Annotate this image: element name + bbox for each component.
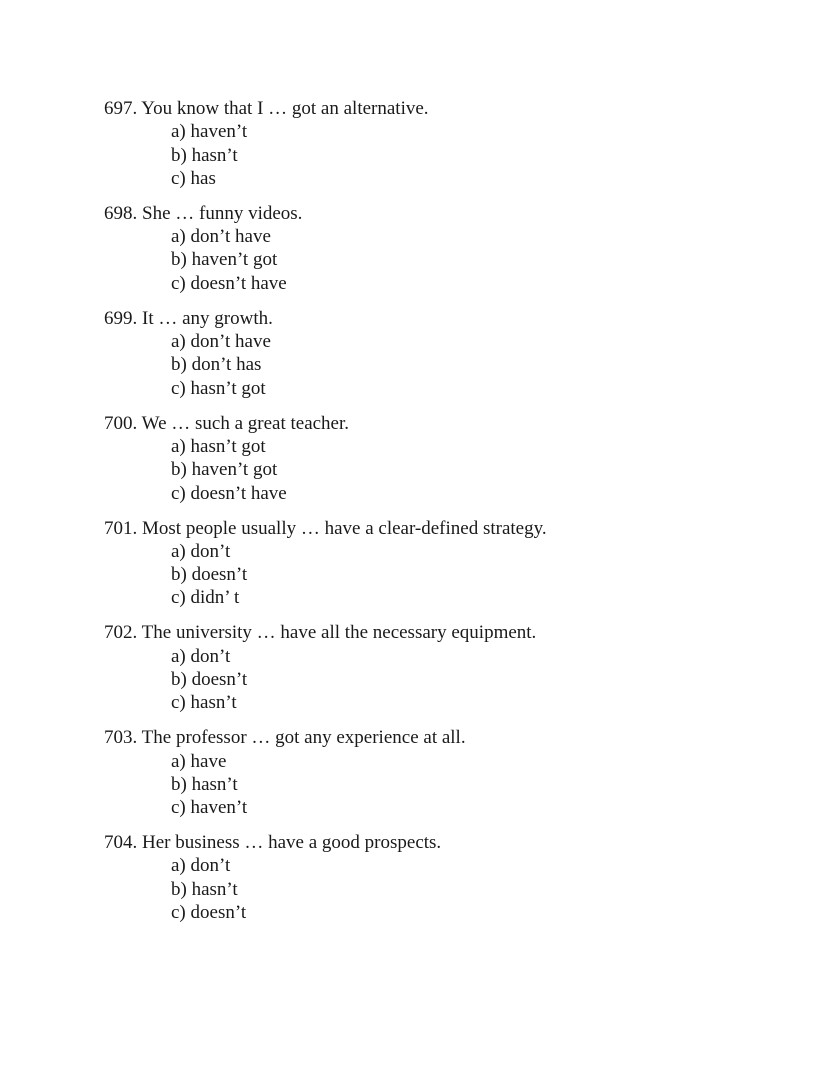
answer-option-a: a) don’t (171, 645, 231, 667)
question-698 (104, 202, 804, 295)
answer-option-b: b) haven’t got (171, 459, 278, 481)
answer-option-b: b) haven’t got (171, 249, 278, 271)
answer-option-b: b) don’t has (171, 354, 262, 376)
question-stem: 699. It … any growth. (104, 307, 273, 329)
answer-option-c: c) hasn’t (171, 692, 237, 714)
answer-option-c: c) haven’t (171, 797, 248, 819)
answer-option-b: b) hasn’t (171, 878, 238, 900)
question-stem: 703. The professor … got any experience at all. (104, 727, 466, 749)
answer-option-c: c) hasn’t got (171, 377, 266, 399)
answer-option-b: b) doesn’t (171, 564, 248, 586)
answer-option-a: a) don’t (171, 540, 231, 562)
question-stem: 702. The university … have all the necessary equipment. (104, 622, 537, 644)
answer-option-a: a) don’t (171, 855, 231, 877)
answer-option-c: c) doesn’t (171, 902, 247, 924)
answer-option-c: c) didn’ t (171, 587, 240, 609)
answer-option-c: c) has (171, 167, 216, 189)
question-700 (104, 412, 804, 505)
answer-option-c: c) doesn’t have (171, 482, 287, 504)
question-699 (104, 307, 804, 400)
answer-option-b: b) doesn’t (171, 668, 248, 690)
question-stem: 701. Most people usually … have a clear-defined strategy. (104, 517, 547, 539)
answer-option-a: a) have (171, 750, 227, 772)
question-702 (104, 621, 804, 714)
answer-option-a: a) haven’t (171, 121, 248, 143)
question-704 (104, 831, 804, 924)
answer-option-b: b) hasn’t (171, 773, 238, 795)
question-list (104, 97, 804, 936)
question-stem: 698. She … funny videos. (104, 202, 303, 224)
question-697 (104, 97, 804, 190)
answer-option-b: b) hasn’t (171, 144, 238, 166)
answer-option-a: a) hasn’t got (171, 435, 266, 457)
question-stem: 704. Her business … have a good prospects. (104, 832, 442, 854)
answer-option-a: a) don’t have (171, 226, 271, 248)
question-stem: 700. We … such a great teacher. (104, 412, 350, 434)
question-701 (104, 517, 804, 610)
answer-option-a: a) don’t have (171, 331, 271, 353)
question-703 (104, 726, 804, 819)
answer-option-c: c) doesn’t have (171, 272, 287, 294)
question-stem: 697. You know that I … got an alternative. (104, 98, 429, 119)
